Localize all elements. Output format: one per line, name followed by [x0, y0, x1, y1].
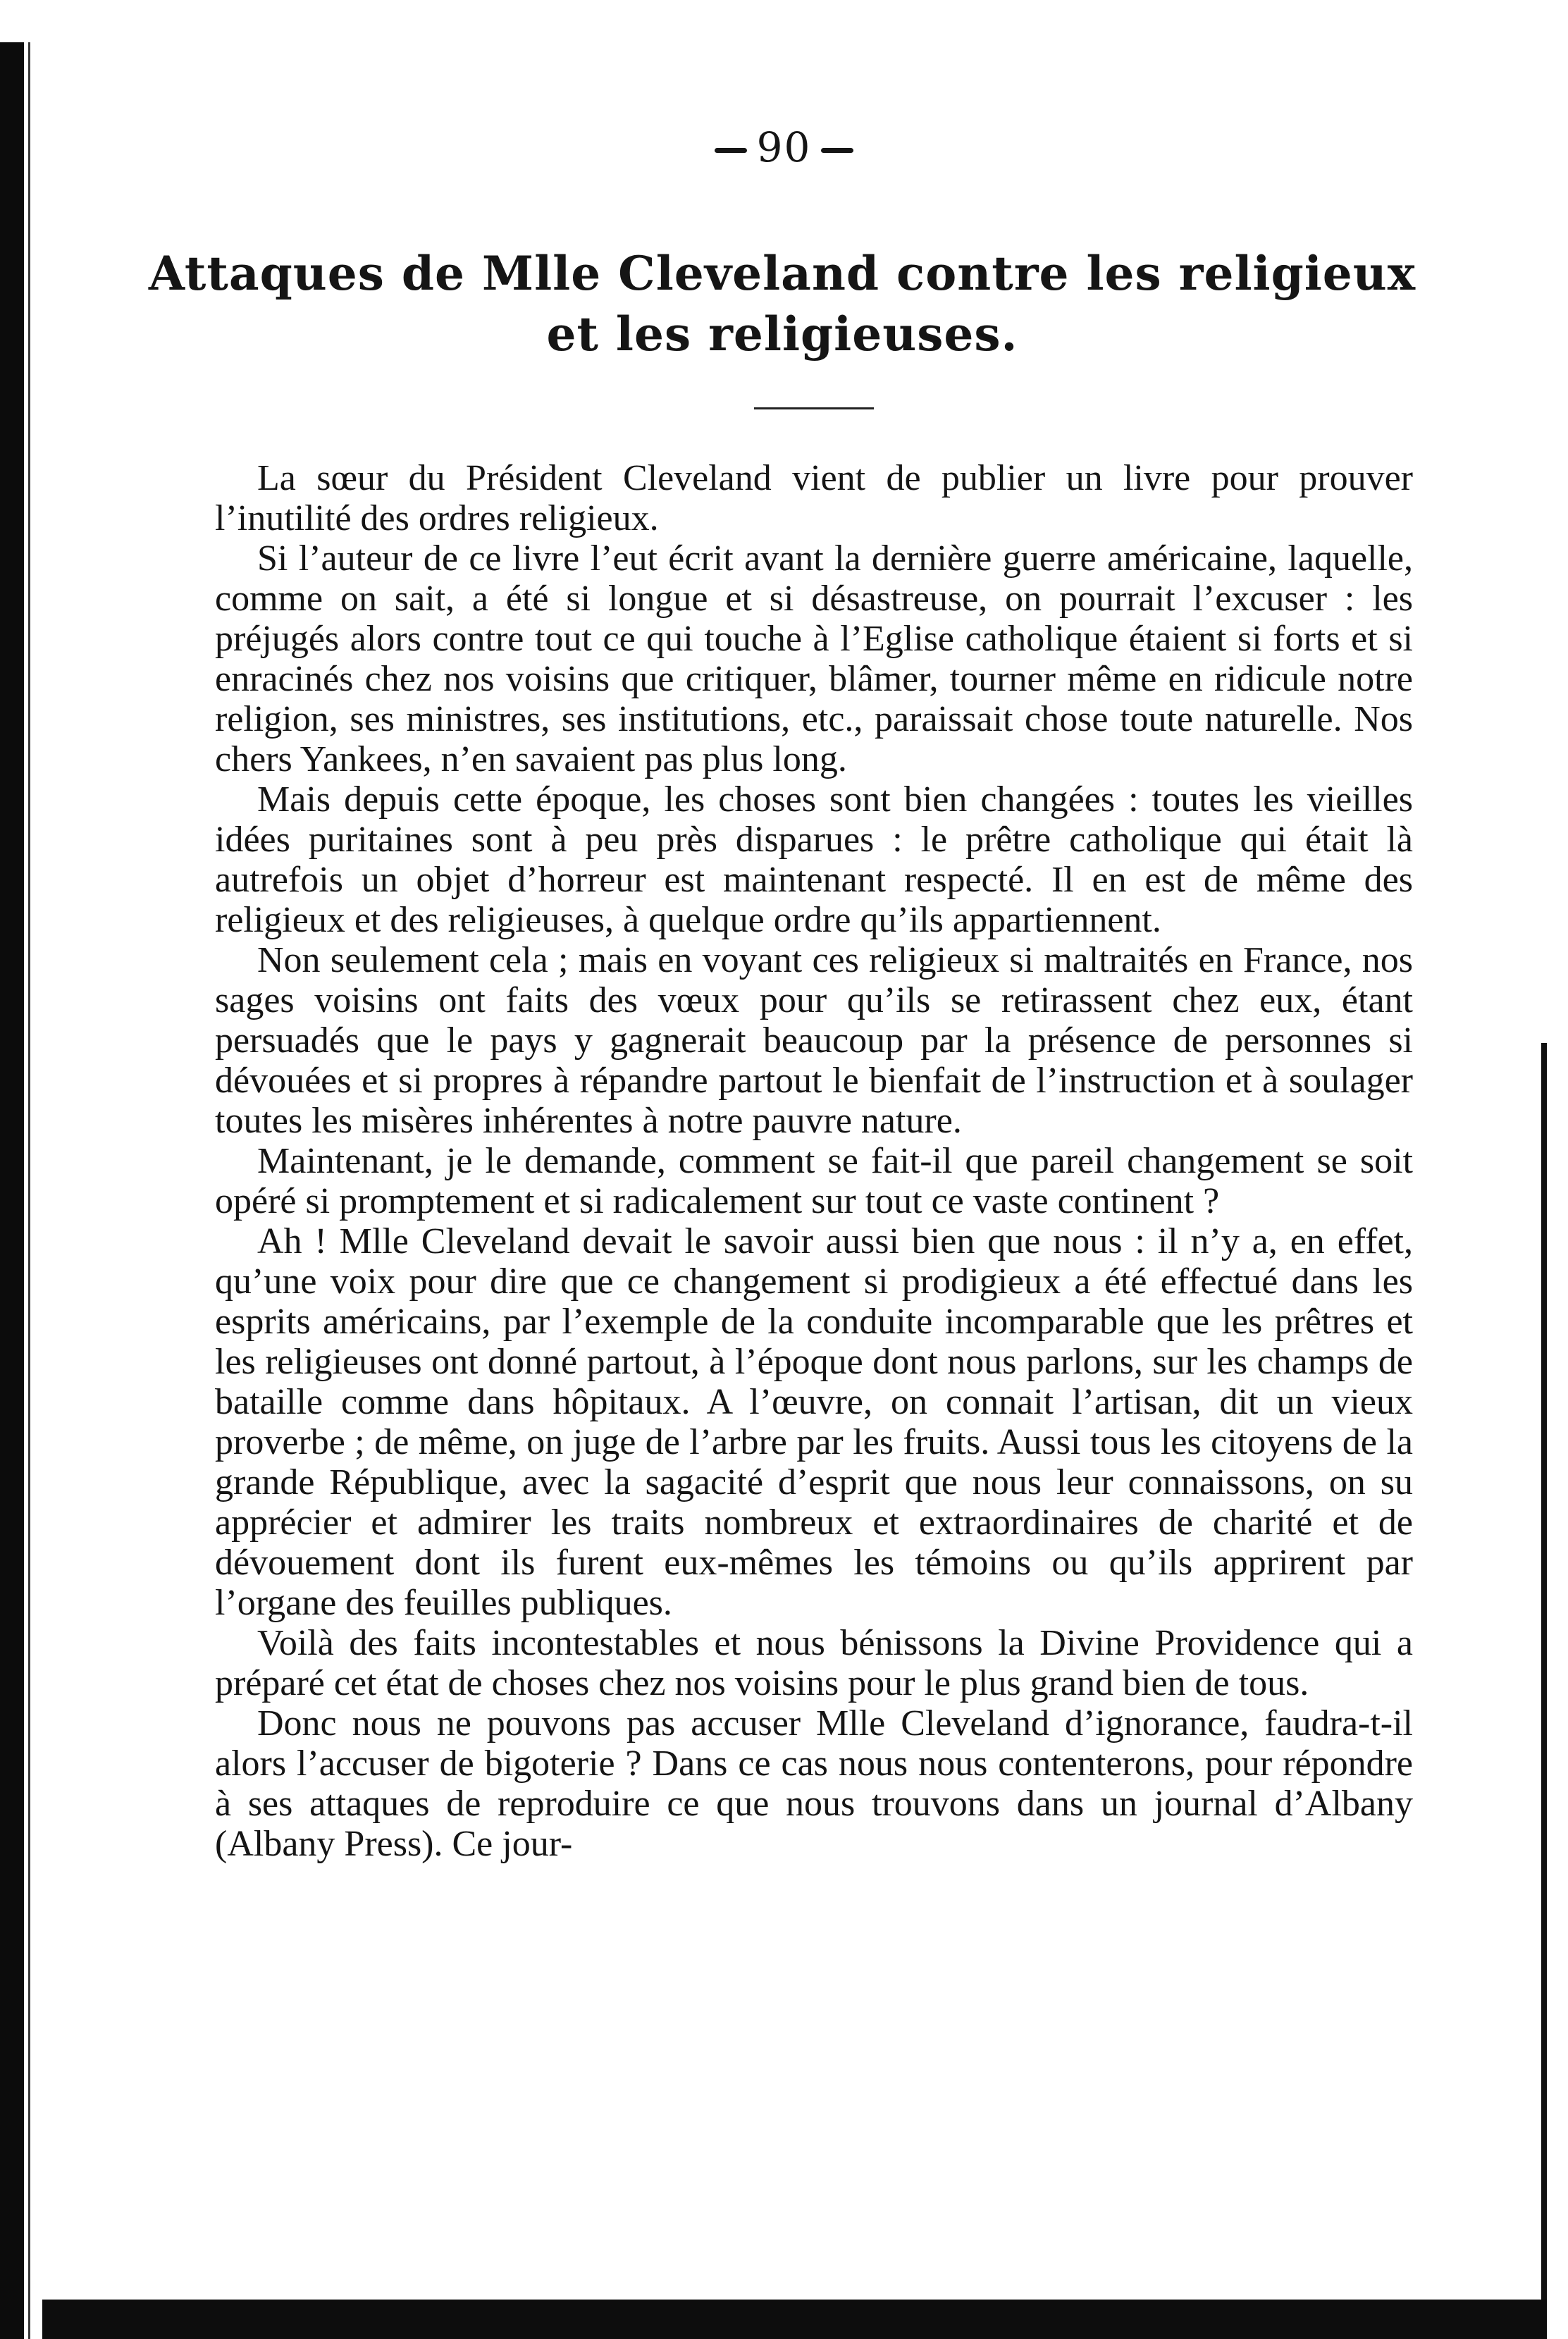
- paragraph-5: Maintenant, je le demande, comment se fait-il que pareil changement se soit opéré si promptement et si radicalement sur tout ce vaste continent ?: [215, 1141, 1413, 1221]
- ornament-right: [821, 148, 853, 153]
- paragraph-8: Donc nous ne pouvons pas accuser Mlle Cleveland d’ignorance, faudra-t-il alors l’accuser de bigoterie ? Dans ce cas nous nous contenterons, pour répondre à ses attaques de reproduire ce que nous trouvons dans un journal d’Albany (Albany Press). Ce jour-: [215, 1703, 1413, 1864]
- scan-shadow-right: [1541, 1043, 1547, 2339]
- scan-shadow-left-line: [28, 42, 30, 2339]
- chapter-heading-line-2: et les religieuses.: [546, 307, 1018, 362]
- scan-shadow-bottom: [42, 2300, 1547, 2339]
- paragraph-1: La sœur du Président Cleveland vient de publier un livre pour prouver l’inutilité des ordres religieux.: [215, 458, 1413, 538]
- chapter-heading-line-1: Attaques de Mlle Cleveland contre les religieux: [148, 246, 1416, 301]
- page-number: 90: [756, 123, 812, 171]
- chapter-heading: [113, 243, 1452, 364]
- ornament-left: [715, 148, 747, 153]
- scan-shadow-left: [0, 42, 24, 2339]
- page-number-line: [0, 123, 1568, 171]
- paragraph-2: Si l’auteur de ce livre l’eut écrit avant la dernière guerre américaine, laquelle, comme on sait, a été si longue et si désastreuse, on pourrait l’excuser : les préjugés alors contre tout ce qui touche à l’Eglise catholique étaient si forts et si enracinés chez nos voisins que critiquer, blâmer, tourner même en ridicule notre religion, ses ministres, ses institutions, etc., paraissait chose toute naturelle. Nos chers Yankees, n’en savaient pas plus long.: [215, 538, 1413, 779]
- paragraph-3: Mais depuis cette époque, les choses sont bien changées : toutes les vieilles idées puritaines sont à peu près disparues : le prêtre catholique qui était là autrefois un objet d’horreur est maintenant respecté. Il en est de même des religieux et des religieuses, à quelque ordre qu’ils appartiennent.: [215, 779, 1413, 940]
- body-text: [215, 458, 1413, 1864]
- paragraph-4: Non seulement cela ; mais en voyant ces religieux si maltraités en France, nos sages voisins ont faits des vœux pour qu’ils se retirassent chez eux, étant persuadés que le pays y gagnerait beaucoup par la présence de personnes si dévouées et si propres à répandre partout le bienfait de l’instruction et à soulager toutes les misères inhérentes à notre pauvre nature.: [215, 940, 1413, 1141]
- heading-rule: [754, 407, 874, 409]
- paragraph-6: Ah ! Mlle Cleveland devait le savoir aussi bien que nous : il n’y a, en effet, qu’une voix pour dire que ce changement si prodigieux a été effectué dans les esprits américains, par l’exemple de la conduite incomparable que les prêtres et les religieuses ont donné partout, à l’époque dont nous parlons, sur les champs de bataille comme dans hôpitaux. A l’œuvre, on connait l’artisan, dit un vieux proverbe ; de même, on juge de l’arbre par les fruits. Aussi tous les citoyens de la grande République, avec la sagacité d’esprit que nous leur connaissons, on su apprécier et admirer les traits nombreux et extraordinaires de charité et de dévouement dont ils furent eux-mêmes les témoins ou qu’ils apprirent par l’organe des feuilles publiques.: [215, 1221, 1413, 1623]
- paragraph-7: Voilà des faits incontestables et nous bénissons la Divine Providence qui a préparé cet état de choses chez nos voisins pour le plus grand bien de tous.: [215, 1623, 1413, 1703]
